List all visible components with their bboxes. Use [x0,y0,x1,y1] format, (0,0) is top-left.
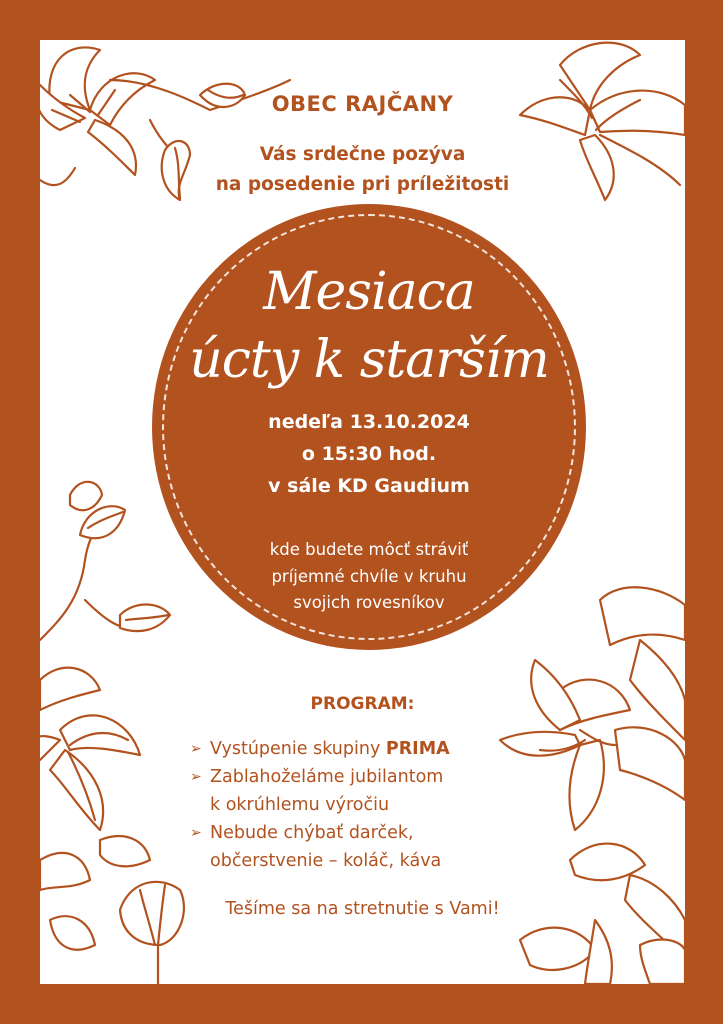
program-item-text: Vystúpenie skupiny [210,739,386,759]
program-item [190,735,530,763]
poster-sheet [40,40,685,984]
invitation-text [40,140,685,200]
event-note-line: svojich rovesníkov [293,593,445,612]
program-item-text: občerstvenie – koláč, káva [210,851,442,871]
event-note-line: kde budete môcť stráviť [269,540,469,559]
program-item-text: k okrúhlemu výročiu [210,795,390,815]
program-list [190,735,530,875]
event-note [152,537,586,617]
arrowhead-bullet-icon: ➢ [190,825,202,841]
program-item-highlight: PRIMA [385,739,450,759]
program-title: PROGRAM: [310,694,415,714]
invitation-line: Vás srdečne pozýva [259,144,466,165]
closing-line: Tešíme sa na stretnutie s Vami! [225,899,500,919]
arrowhead-bullet-icon: ➢ [190,769,202,785]
flower-bottom-tulip-icon [50,882,184,984]
event-title-line: Mesiaca [263,262,475,322]
invitation-line: na posedenie pri príležitosti [215,174,510,195]
event-date: nedeľa 13.10.2024 [268,411,470,433]
program-item-text: Nebude chýbať darček, [210,823,414,843]
program-item [190,819,530,875]
event-venue: v sále KD Gaudium [268,475,470,497]
event-oval [152,204,586,650]
event-details [152,406,586,502]
event-title-line: úcty k starším [189,330,549,390]
arrowhead-bullet-icon: ➢ [190,741,202,757]
event-time: o 15:30 hod. [301,443,437,465]
event-note-line: príjemné chvíle v kruhu [271,566,467,586]
program-item [190,763,530,819]
bud-icon [70,482,102,510]
program-item-text: Zablahoželáme jubilantom [210,767,444,787]
organizer-heading: OBEC RAJČANY [271,92,454,116]
bud-icon [80,506,125,538]
